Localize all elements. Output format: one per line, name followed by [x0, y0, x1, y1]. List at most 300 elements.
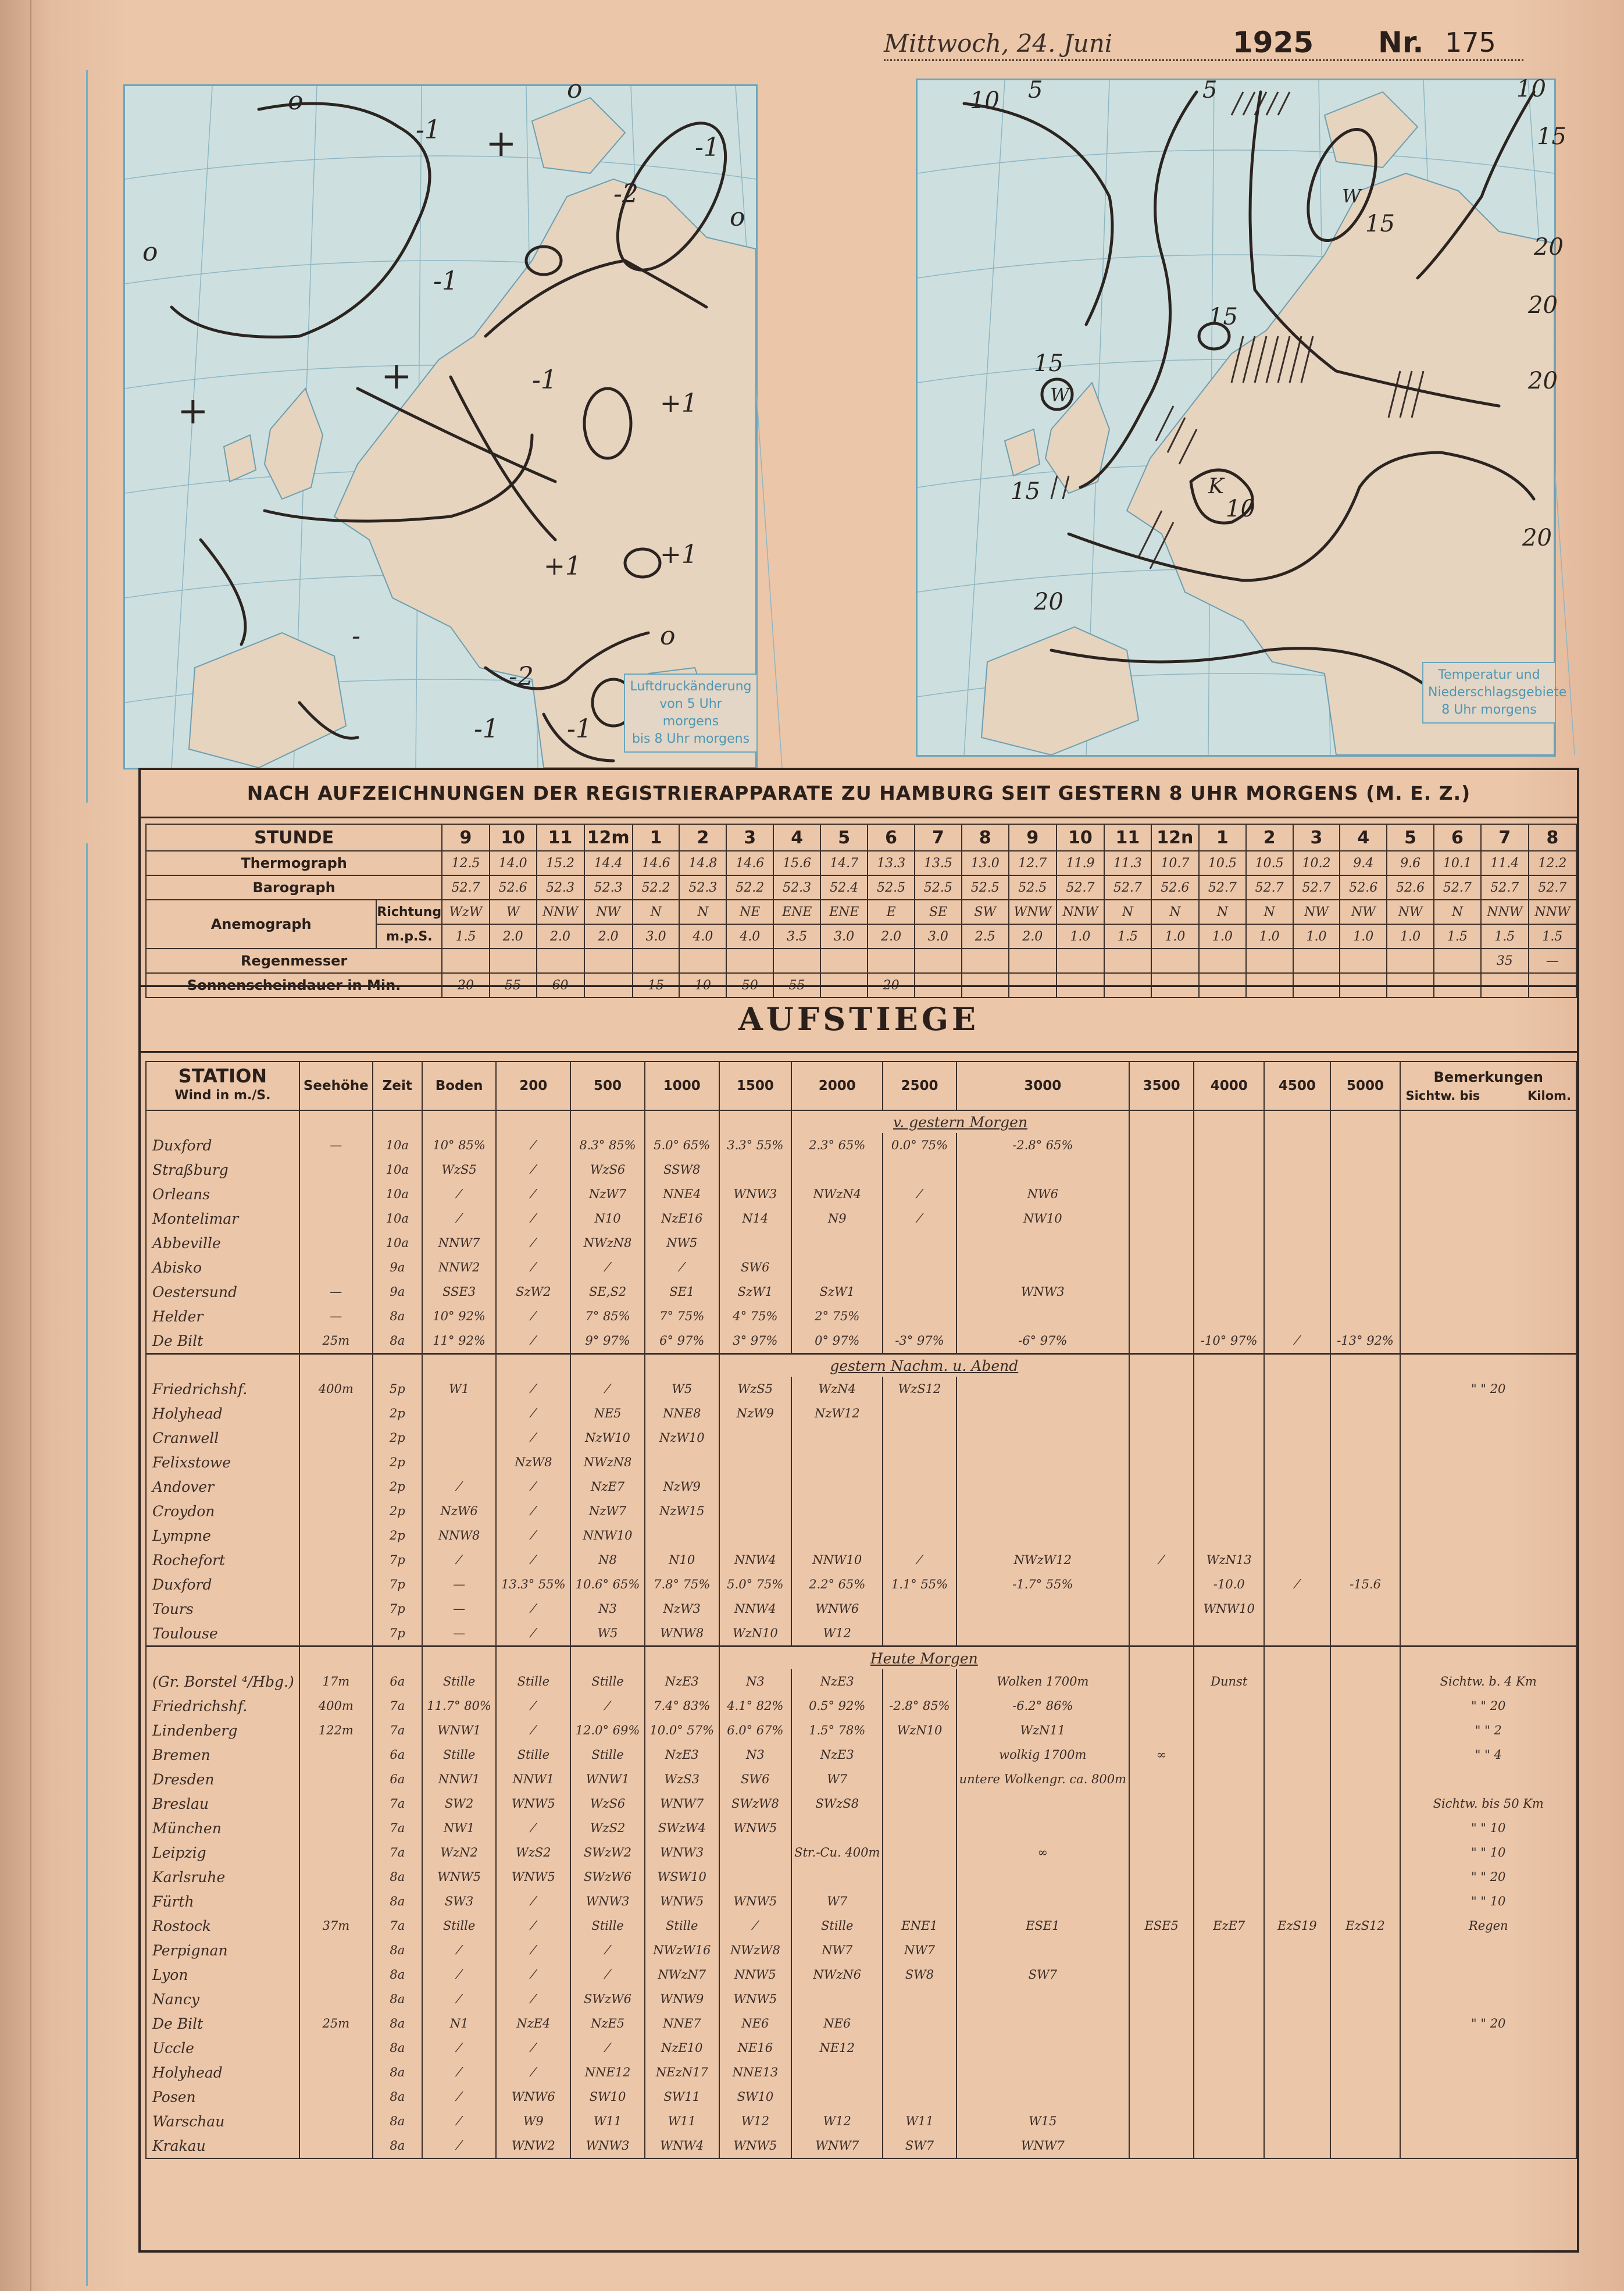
wind-value [1129, 2011, 1194, 2036]
wind-value: 6° 97% [645, 1328, 719, 1354]
wind-value [1330, 2011, 1401, 2036]
wind-value: 1.5° 78% [791, 1718, 883, 1743]
wind-value: 0.5° 92% [791, 1694, 883, 1718]
wind-value: NW7 [883, 1938, 956, 1962]
wind-value [1129, 1255, 1194, 1280]
wind-value: Dunst [1194, 1669, 1264, 1694]
level-header: 4000 [1194, 1061, 1264, 1110]
bemerkung-value [1400, 1426, 1576, 1450]
wind-value [1129, 1962, 1194, 1987]
bemerkung-value [1400, 1231, 1576, 1255]
wind-value: W7 [791, 1767, 883, 1791]
regenmesser-value [1434, 949, 1481, 973]
map-label: 15 [1365, 211, 1395, 237]
wind-value [1264, 1523, 1330, 1548]
map-label: W [1050, 384, 1069, 406]
wind-value: NW5 [645, 1231, 719, 1255]
barograph-value: 52.2 [726, 875, 773, 900]
page-header [884, 23, 1529, 64]
wind-value: ⁄ [496, 1206, 570, 1231]
richtung-value: N [1104, 900, 1151, 924]
thermograph-value: 11.3 [1104, 851, 1151, 875]
station-name: Leipzig [146, 1840, 299, 1865]
wind-value: ⁄ [496, 1255, 570, 1280]
wind-value [1330, 1280, 1401, 1304]
wind-value [719, 1231, 792, 1255]
station-name: Rochefort [146, 1548, 299, 1572]
map-label: K [1208, 475, 1224, 498]
seehoehe-value [299, 1572, 373, 1597]
sonnenschein-label: Sonnenscheindauer in Min. [146, 973, 442, 997]
wind-value [1194, 1499, 1264, 1523]
bemerkung-value [1400, 1987, 1576, 2011]
mps-value: 3.0 [633, 924, 680, 949]
temperature-map-drawing [918, 76, 1567, 755]
richtung-value: NW [1387, 900, 1434, 924]
section-note: v. gestern Morgen [791, 1110, 1129, 1133]
station-name: Dresden [146, 1767, 299, 1791]
regenmesser-value [773, 949, 820, 973]
wind-value: 4.1° 82% [719, 1694, 792, 1718]
wind-value [791, 1499, 883, 1523]
wind-value [883, 1304, 956, 1328]
barograph-value: 52.5 [962, 875, 1009, 900]
seehoehe-value [299, 1523, 373, 1548]
station-row [146, 1621, 1576, 1647]
wind-value [1330, 1987, 1401, 2011]
wind-value [1330, 1865, 1401, 1889]
hour-cell: 3 [726, 824, 773, 851]
wind-value: NNW1 [496, 1767, 570, 1791]
station-name: De Bilt [146, 2011, 299, 2036]
wind-value [1129, 1938, 1194, 1962]
zeit-value: 8a [373, 2133, 422, 2158]
station-name: Felixstowe [146, 1450, 299, 1474]
empty-cell [570, 1647, 645, 1670]
wind-value: 11.7° 80% [422, 1694, 497, 1718]
wind-value [1129, 1572, 1194, 1597]
empty-cell [645, 1354, 719, 1377]
seehoehe-value [299, 1474, 373, 1499]
wind-value [883, 1255, 956, 1280]
wind-value: WzS5 [719, 1377, 792, 1401]
map-label: - [352, 621, 361, 651]
wind-value: WzN4 [791, 1377, 883, 1401]
mps-value: 2.0 [868, 924, 915, 949]
wind-value [1330, 1182, 1401, 1206]
wind-value: 10.0° 57% [645, 1718, 719, 1743]
wind-value: NNW4 [719, 1597, 792, 1621]
empty-cell [422, 1110, 497, 1133]
station-row [146, 1889, 1576, 1914]
wind-value: NzW6 [422, 1499, 497, 1523]
wind-value [791, 1523, 883, 1548]
level-header: 200 [496, 1061, 570, 1110]
wind-value: WzN11 [956, 1718, 1129, 1743]
station-name: Abisko [146, 1255, 299, 1280]
sonnenschein-value: 55 [773, 973, 820, 997]
wind-value [1264, 1450, 1330, 1474]
level-header: 3000 [956, 1061, 1129, 1110]
wind-value [1330, 1962, 1401, 1987]
zeit-value: 7a [373, 1718, 422, 1743]
wind-value: NE16 [719, 2036, 792, 2060]
zeit-value: 2p [373, 1523, 422, 1548]
wind-value: ⁄ [496, 1718, 570, 1743]
bemerkung-value: " " 20 [1400, 1865, 1576, 1889]
wind-value [1129, 1499, 1194, 1523]
map-label: + [177, 390, 209, 433]
map-label: o [142, 237, 158, 267]
zeit-value: 2p [373, 1474, 422, 1499]
wind-value: WzS2 [496, 1840, 570, 1865]
bemerkung-value [1400, 2036, 1576, 2060]
wind-value: NWzN6 [791, 1962, 883, 1987]
caption-line: bis 8 Uhr morgens [631, 732, 750, 746]
richtung-value: NW [1340, 900, 1387, 924]
wind-value [883, 1499, 956, 1523]
zeit-value: 9a [373, 1255, 422, 1280]
map-label: -1 [416, 115, 441, 145]
map-label: -1 [567, 714, 592, 744]
station-row [146, 1426, 1576, 1450]
wind-value [883, 2036, 956, 2060]
barograph-value: 52.5 [868, 875, 915, 900]
empty-cell [1129, 1354, 1194, 1377]
wind-value [1330, 1474, 1401, 1499]
wind-value [1264, 2011, 1330, 2036]
wind-value: 6.0° 67% [719, 1718, 792, 1743]
regenmesser-value [537, 949, 584, 973]
hour-cell: 2 [1246, 824, 1293, 851]
wind-value: WzN10 [719, 1621, 792, 1647]
wind-value: WNW5 [496, 1865, 570, 1889]
richtung-value: SW [962, 900, 1009, 924]
regenmesser-value: 35 [1481, 949, 1529, 973]
mps-value: 2.5 [962, 924, 1009, 949]
wind-value [719, 1426, 792, 1450]
station-row [146, 1280, 1576, 1304]
zeit-value: 7a [373, 1840, 422, 1865]
wind-value [883, 1987, 956, 2011]
richtung-value: NW [584, 900, 633, 924]
station-row [146, 1791, 1576, 1816]
wind-value [1330, 1157, 1401, 1182]
zeit-value: 8a [373, 1987, 422, 2011]
wind-value [719, 1474, 792, 1499]
regenmesser-value [868, 949, 915, 973]
header-underline [884, 59, 1523, 61]
seehoehe-value [299, 1816, 373, 1840]
wind-value: ⁄ [422, 1938, 497, 1962]
wind-value: NW10 [956, 1206, 1129, 1231]
map-label: 20 [1528, 292, 1558, 319]
sonnenschein-value: 50 [726, 973, 773, 997]
wind-value: NzW7 [570, 1499, 645, 1523]
empty-cell [719, 1110, 792, 1133]
station-name: Bremen [146, 1743, 299, 1767]
sonnenschein-value: 10 [679, 973, 726, 997]
wind-value [883, 1523, 956, 1548]
richtung-value: NNW [1481, 900, 1529, 924]
thermograph-value: 13.5 [915, 851, 962, 875]
wind-value: SWzW2 [570, 1840, 645, 1865]
wind-value [1194, 1840, 1264, 1865]
bemerkung-value [1400, 1206, 1576, 1231]
zeit-value: 8a [373, 1962, 422, 1987]
zeit-value: 9a [373, 1280, 422, 1304]
wind-value: NzW9 [645, 1474, 719, 1499]
mps-label: m.p.S. [376, 924, 442, 949]
zeit-value: 2p [373, 1450, 422, 1474]
level-header: 1500 [719, 1061, 792, 1110]
station-name: Montelimar [146, 1206, 299, 1231]
wind-value: Str.-Cu. 400m [791, 1840, 883, 1865]
wind-value [719, 1865, 792, 1889]
wind-value: WNW5 [719, 1987, 792, 2011]
wind-value [1264, 1816, 1330, 1840]
wind-value [791, 1987, 883, 2011]
wind-value: 4° 75% [719, 1304, 792, 1328]
zeit-value: 7p [373, 1621, 422, 1647]
bemerkung-value: " " 20 [1400, 1377, 1576, 1401]
regenmesser-value [820, 949, 868, 973]
wind-value [1330, 1499, 1401, 1523]
hour-cell: 2 [679, 824, 726, 851]
seehoehe-value [299, 2133, 373, 2158]
zeit-value: 10a [373, 1133, 422, 1157]
wind-value: NzE3 [645, 1743, 719, 1767]
wind-value [883, 2011, 956, 2036]
station-row [146, 1255, 1576, 1280]
wind-value: SW2 [422, 1791, 497, 1816]
seehoehe-value [299, 1840, 373, 1865]
map-label: 15 [1011, 478, 1040, 505]
zeit-value: 8a [373, 1889, 422, 1914]
seehoehe-value [299, 1548, 373, 1572]
station-name: Toulouse [146, 1621, 299, 1647]
wind-value [1264, 1206, 1330, 1231]
mps-value: 2.0 [490, 924, 537, 949]
mps-value: 4.0 [679, 924, 726, 949]
richtung-value: SE [915, 900, 962, 924]
caption-line: Niederschlagsgebiete [1428, 685, 1567, 700]
wind-value [883, 2060, 956, 2085]
station-name: Holyhead [146, 1401, 299, 1426]
bemerkung-value: " " 4 [1400, 1743, 1576, 1767]
wind-value [956, 1474, 1129, 1499]
wind-value: N3 [719, 1669, 792, 1694]
wind-value: ⁄ [422, 1548, 497, 1572]
wind-value: W12 [791, 2109, 883, 2133]
level-header: 3500 [1129, 1061, 1194, 1110]
wind-value: ⁄ [496, 1938, 570, 1962]
wind-value: ⁄ [570, 1377, 645, 1401]
richtung-value: N [1434, 900, 1481, 924]
seehoehe-value: — [299, 1280, 373, 1304]
wind-value: NEzN17 [645, 2060, 719, 2085]
note-row [146, 1354, 1576, 1377]
bemerkung-value [1400, 1401, 1576, 1426]
barograph-value: 52.7 [1199, 875, 1246, 900]
wind-value: ⁄ [883, 1206, 956, 1231]
barograph-row [146, 875, 1576, 900]
station-row [146, 2109, 1576, 2133]
wind-value [1264, 1304, 1330, 1328]
zeit-value: 7a [373, 1694, 422, 1718]
wind-value: SW7 [883, 2133, 956, 2158]
wind-value [1129, 1889, 1194, 1914]
wind-value [1330, 1401, 1401, 1426]
thermograph-value: 13.3 [868, 851, 915, 875]
empty-cell [373, 1110, 422, 1133]
empty-cell [1194, 1110, 1264, 1133]
wind-value [956, 1987, 1129, 2011]
mps-value: 1.0 [1340, 924, 1387, 949]
zeit-value: 8a [373, 2085, 422, 2109]
wind-value: -6° 97% [956, 1328, 1129, 1354]
empty-cell [422, 1354, 497, 1377]
wind-value: Stille [496, 1743, 570, 1767]
station-row [146, 1914, 1576, 1938]
wind-value: WNW5 [719, 2133, 792, 2158]
caption-line: 8 Uhr morgens [1441, 703, 1537, 717]
wind-value [1264, 1280, 1330, 1304]
wind-value: NzE4 [496, 2011, 570, 2036]
wind-value: -15.6 [1330, 1572, 1401, 1597]
wind-value [1194, 2085, 1264, 2109]
wind-value: SE1 [645, 1280, 719, 1304]
empty-cell [1400, 1647, 1576, 1670]
map-label: -1 [695, 133, 720, 162]
station-row [146, 2085, 1576, 2109]
zeit-value: 7a [373, 1816, 422, 1840]
richtung-value: N [633, 900, 680, 924]
wind-value: NzW12 [791, 1401, 883, 1426]
hour-cell: 4 [1340, 824, 1387, 851]
wind-value [1129, 1231, 1194, 1255]
station-name: De Bilt [146, 1328, 299, 1354]
wind-value [1194, 1791, 1264, 1816]
thermograph-value: 14.8 [679, 851, 726, 875]
wind-value: SW7 [956, 1962, 1129, 1987]
wind-value: NW1 [422, 1816, 497, 1840]
wind-value: ⁄ [422, 2133, 497, 2158]
wind-value: Stille [645, 1914, 719, 1938]
wind-value: ⁄ [496, 1182, 570, 1206]
wind-value: SW11 [645, 2085, 719, 2109]
wind-value: Stille [422, 1743, 497, 1767]
station-name: Lympne [146, 1523, 299, 1548]
wind-value: NNW2 [422, 1255, 497, 1280]
hour-cell: 1 [1199, 824, 1246, 851]
wind-value: — [422, 1572, 497, 1597]
wind-value [956, 2011, 1129, 2036]
zeit-value: 2p [373, 1401, 422, 1426]
sonnenschein-value: — [820, 973, 868, 997]
wind-value: WzS6 [570, 1791, 645, 1816]
kilom-label: Kilom. [1527, 1089, 1571, 1103]
empty-cell [299, 1647, 373, 1670]
wind-value [1330, 1743, 1401, 1767]
wind-value [422, 1426, 497, 1450]
station-row [146, 1499, 1576, 1523]
empty-cell [1264, 1110, 1330, 1133]
station-row [146, 2133, 1576, 2158]
station-name: Holyhead [146, 2060, 299, 2085]
empty-cell [645, 1647, 719, 1670]
wind-value: W9 [496, 2109, 570, 2133]
wind-value [1330, 1718, 1401, 1743]
richtung-value: NNW [1057, 900, 1104, 924]
wind-value: WNW5 [645, 1889, 719, 1914]
wind-value [883, 1865, 956, 1889]
wind-value [1330, 1889, 1401, 1914]
wind-value: 0° 97% [791, 1328, 883, 1354]
barograph-value: 52.5 [1009, 875, 1057, 900]
map-label: -2 [509, 662, 534, 692]
wind-value [883, 1791, 956, 1816]
bemerkung-value: " " 10 [1400, 1889, 1576, 1914]
pressure-map-caption [624, 674, 758, 753]
wind-value: ∞ [1129, 1743, 1194, 1767]
wind-value [791, 1450, 883, 1474]
wind-value: SSE3 [422, 1280, 497, 1304]
wind-value [1194, 1938, 1264, 1962]
bemerkung-value [1400, 1938, 1576, 1962]
seehoehe-value [299, 1206, 373, 1231]
bemerkung-value [1400, 1523, 1576, 1548]
regenmesser-value [1387, 949, 1434, 973]
wind-value: — [422, 1621, 497, 1647]
wind-value: NNE13 [719, 2060, 792, 2085]
wind-value [1330, 1694, 1401, 1718]
station-name: Croydon [146, 1499, 299, 1523]
wind-value: N9 [791, 1206, 883, 1231]
wind-value: NzE3 [791, 1669, 883, 1694]
wind-value [1264, 1865, 1330, 1889]
wind-value: W5 [645, 1377, 719, 1401]
wind-value: ⁄ [496, 1377, 570, 1401]
wind-value: NE6 [791, 2011, 883, 2036]
wind-value [1264, 1182, 1330, 1206]
wind-value [1330, 1840, 1401, 1865]
wind-value: WNW1 [422, 1718, 497, 1743]
wind-value: ⁄ [1129, 1548, 1194, 1572]
wind-value: NNW7 [422, 1231, 497, 1255]
wind-value: ⁄ [719, 1914, 792, 1938]
wind-value: WNW6 [791, 1597, 883, 1621]
wind-value [1330, 1133, 1401, 1157]
wind-value [1194, 1816, 1264, 1840]
zeit-value: 7p [373, 1597, 422, 1621]
wind-value: ⁄ [570, 1962, 645, 1987]
wind-value [1194, 2109, 1264, 2133]
wind-value: NW7 [791, 1938, 883, 1962]
wind-value: SW10 [570, 2085, 645, 2109]
wind-value [1330, 1304, 1401, 1328]
sonnenschein-value: 20 [442, 973, 490, 997]
station-header-sub: Wind in m./S. [174, 1088, 271, 1103]
empty-cell [1330, 1354, 1401, 1377]
bemerkung-value [1400, 1474, 1576, 1499]
seehoehe-value: 25m [299, 2011, 373, 2036]
wind-value: W11 [645, 2109, 719, 2133]
station-row [146, 1597, 1576, 1621]
wind-value [1330, 1669, 1401, 1694]
wind-value: N8 [570, 1548, 645, 1572]
aufstiege-table [145, 1061, 1577, 2159]
